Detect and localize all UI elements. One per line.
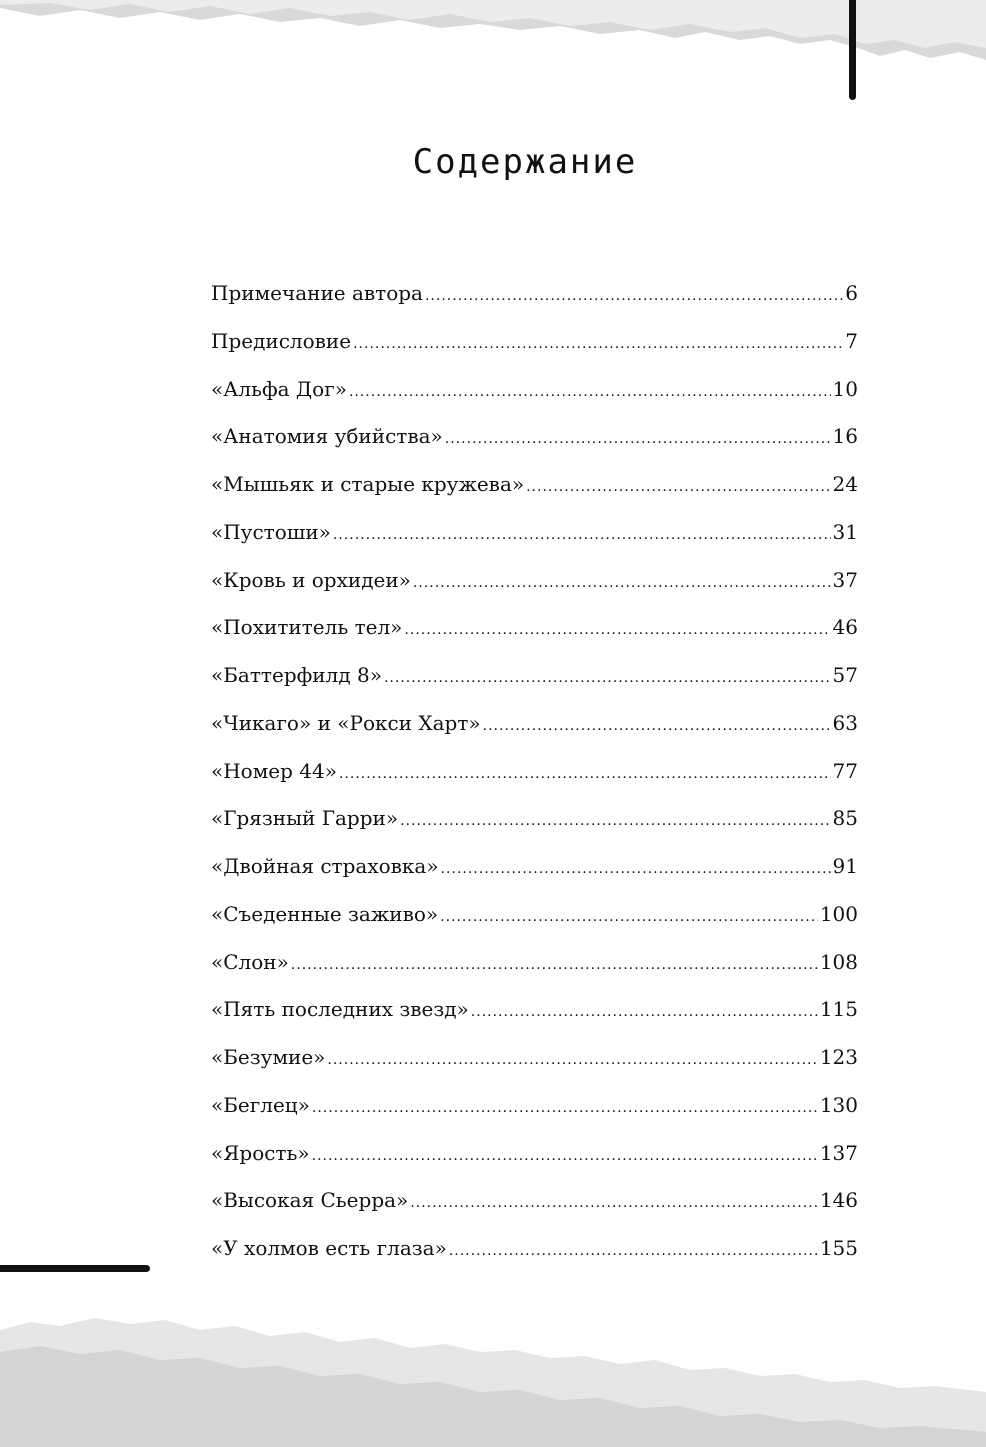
toc-entry-title: «Баттерфилд 8»	[211, 663, 382, 687]
toc-entry-page: 130	[819, 1092, 858, 1117]
toc-entry	[211, 795, 858, 843]
toc-entry-page: 6	[845, 281, 858, 305]
toc-entry-page: 123	[819, 1045, 858, 1069]
dot-leader	[425, 270, 843, 318]
toc-entry-title: «Грязный Гарри»	[211, 806, 399, 831]
toc-entry	[211, 1082, 858, 1130]
toc-entry-title: «Анатомия убийства»	[211, 424, 443, 449]
toc-entry-page: 115	[819, 997, 858, 1022]
toc-entry-title: «Чикаго» и «Рокси Харт»	[211, 710, 481, 735]
dot-leader	[312, 1082, 818, 1130]
toc-entry-title: «Двойная страховка»	[211, 854, 439, 878]
toc-entry	[211, 413, 858, 461]
dot-leader	[441, 843, 831, 891]
toc-entry-title: Примечание автора	[211, 281, 423, 305]
toc-entry-title: «Альфа Дог»	[211, 376, 347, 401]
toc-entry-page: 31	[832, 519, 858, 544]
toc-entry-title: «Пять последних звезд»	[211, 997, 469, 1022]
toc-entry	[211, 318, 858, 366]
torn-paper-bottom-edge	[0, 1300, 986, 1447]
toc-entry	[211, 366, 858, 414]
toc-entry	[211, 891, 858, 939]
toc-heading: Содержание	[412, 142, 638, 182]
toc-entry-title: «Мышьяк и старые кружева»	[211, 472, 525, 496]
dot-leader	[384, 652, 831, 700]
toc-entry-page: 7	[845, 328, 858, 353]
toc-entry	[211, 700, 858, 748]
table-of-contents	[211, 270, 858, 1273]
dot-leader	[404, 604, 830, 652]
toc-entry	[211, 652, 858, 700]
toc-entry	[211, 461, 858, 509]
dot-leader	[445, 413, 831, 461]
vertical-accent-bar	[849, 0, 856, 100]
toc-entry	[211, 557, 858, 605]
toc-entry-page: 85	[832, 806, 858, 831]
dot-leader	[400, 795, 830, 843]
dot-leader	[327, 1034, 817, 1082]
dot-leader	[449, 1225, 818, 1273]
toc-entry	[211, 748, 858, 796]
toc-entry-title: «Слон»	[211, 949, 289, 974]
toc-entry-page: 10	[832, 376, 858, 401]
toc-entry-page: 137	[819, 1140, 858, 1165]
dot-leader	[339, 748, 831, 796]
torn-paper-top-edge	[0, 0, 986, 80]
horizontal-accent-bar	[0, 1265, 150, 1272]
toc-entry-page: 24	[832, 472, 858, 496]
dot-leader	[353, 318, 843, 366]
toc-entry-title: «Съеденные заживо»	[211, 901, 439, 926]
toc-entry-title: «Ярость»	[211, 1140, 310, 1165]
dot-leader	[410, 1177, 818, 1225]
toc-entry-title: «Похититель тел»	[211, 615, 403, 640]
toc-entry-page: 46	[832, 615, 858, 640]
toc-entry	[211, 1177, 858, 1225]
dot-leader	[471, 986, 818, 1034]
toc-entry	[211, 1130, 858, 1178]
dot-leader	[483, 700, 831, 748]
dot-leader	[333, 509, 831, 557]
toc-entry-title: «У холмов есть глаза»	[211, 1236, 447, 1260]
toc-entry-page: 155	[819, 1236, 858, 1260]
toc-entry-page: 146	[819, 1188, 858, 1213]
toc-entry	[211, 1034, 858, 1082]
dot-leader	[312, 1130, 818, 1178]
toc-entry	[211, 509, 858, 557]
toc-entry-page: 108	[819, 949, 858, 974]
toc-entry-title: «Номер 44»	[211, 758, 337, 783]
toc-entry-page: 77	[832, 758, 858, 783]
toc-entry	[211, 939, 858, 987]
dot-leader	[526, 461, 830, 509]
toc-entry-title: «Пустоши»	[211, 519, 331, 544]
toc-entry-title: «Кровь и орхидеи»	[211, 567, 411, 592]
toc-entry-page: 57	[832, 663, 858, 687]
toc-entry	[211, 270, 858, 318]
toc-entry-page: 37	[832, 567, 858, 592]
toc-entry-title: «Высокая Сьерра»	[211, 1188, 409, 1213]
dot-leader	[349, 366, 831, 414]
dot-leader	[440, 891, 818, 939]
dot-leader	[291, 939, 818, 987]
toc-entry	[211, 843, 858, 891]
toc-entry-page: 91	[832, 854, 858, 878]
toc-entry	[211, 986, 858, 1034]
dot-leader	[413, 557, 831, 605]
toc-entry	[211, 1225, 858, 1273]
toc-entry-title: «Беглец»	[211, 1092, 310, 1117]
toc-entry	[211, 604, 858, 652]
toc-entry-title: «Безумие»	[211, 1045, 326, 1069]
toc-entry-page: 100	[819, 901, 858, 926]
toc-entry-page: 16	[832, 424, 858, 449]
toc-entry-page: 63	[832, 710, 858, 735]
toc-entry-title: Предисловие	[211, 328, 352, 353]
